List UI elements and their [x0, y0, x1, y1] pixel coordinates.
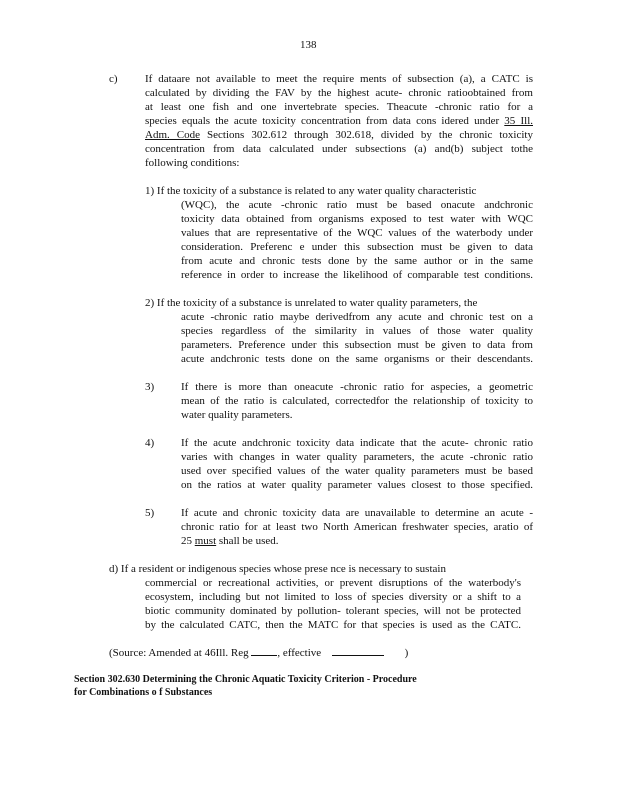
sub-5-paragraph	[181, 506, 533, 548]
item-d-first: If a resident or indigenous species whose prese nce is necessary to sustain	[120, 563, 446, 575]
citation-ref: Adm. Code	[145, 129, 200, 141]
sub-2-first: If the toxicity of a substance is unrelated to water quality parameters, the	[156, 297, 478, 309]
item-c-line: Sections 302.612 through 302.618, divided by the chronic toxicity	[207, 129, 533, 141]
item-d-line: commercial or recreational activities, or prevent disruptions of the waterbody's	[145, 577, 521, 589]
sub-1-label: 1)	[145, 185, 155, 197]
item-d-first-line	[109, 562, 521, 576]
sub-4-line: used over specified values of the water quality parameters must be based	[181, 465, 533, 477]
sub-5-line: chronic ratio for at least two North American freshwater species, aratio of	[181, 521, 533, 533]
sub-3-paragraph	[181, 380, 533, 422]
sub-5-line: If acute and chronic toxicity data are unavailable to determine an acute -	[181, 507, 533, 519]
sub-3-line: mean of the ratio is calculated, correctedfor the relationship of toxicity to	[181, 395, 533, 407]
sub-2-line: acute -chronic ratio maybe derivedfrom any acute and chronic test on a	[181, 311, 533, 323]
sub-3-line: If there is more than oneacute -chronic ratio for aspecies, a geometric	[181, 381, 533, 393]
sub-1-line: consideration. Preferenc e under this subsection must be given to data	[181, 241, 533, 253]
citation-ref: 35 Ill.	[504, 115, 533, 127]
sub-5-label: 5)	[145, 507, 155, 519]
sub-1-first-line	[145, 184, 533, 198]
item-d-paragraph	[145, 576, 521, 632]
sub-4-line: varies with changes in water quality parameters, the acute -chronic ratio	[181, 451, 533, 463]
sub-2-line: parameters. Preference under this subsection must be given to data from	[181, 339, 533, 351]
item-c-paragraph	[145, 72, 533, 170]
sub-1-line: (WQC), the acute -chronic ratio must be based onacute andchronic	[181, 199, 533, 211]
item-c-line: at least one fish and one invertebrate species. Theacute -chronic ratio for a	[145, 101, 533, 113]
section-heading-line: for Combinations o f Substances	[74, 687, 213, 698]
sub-1-first: If the toxicity of a substance is related to any water quality characteristic	[156, 185, 477, 197]
sub-4-label: 4)	[145, 437, 155, 449]
page-number: 138	[300, 39, 317, 51]
sub-2-line: acute andchronic tests done on the same organisms or their descendants.	[181, 353, 533, 365]
source-text: (Source: Amended at 46Ill. Reg	[109, 647, 249, 659]
sub-5-line: shall be used.	[216, 535, 279, 547]
item-c-line: calculated by dividing the FAV by the highest acute- chronic ratioobtained from	[145, 87, 533, 99]
source-close: )	[404, 647, 409, 659]
section-heading	[74, 673, 417, 699]
source-effective: , effective	[277, 647, 322, 659]
item-c-line: species equals the acute toxicity concentration from data cons idered under	[145, 115, 505, 127]
blank-effective-date	[332, 645, 384, 656]
sub-5-line: 25	[181, 535, 195, 547]
sub-4-paragraph	[181, 436, 533, 492]
sub-1-line: values that are representative of the WQC values of the waterbody under	[181, 227, 533, 239]
item-c-line: If dataare not available to meet the require ments of subsection (a), a CATC is	[145, 73, 533, 85]
sub-4-line: on the ratios at water quality parameter values closest to those specified.	[181, 479, 533, 491]
sub-4-line: If the acute andchronic toxicity data indicate that the acute- chronic ratio	[181, 437, 533, 449]
source-note	[109, 645, 408, 660]
item-c-line-with-ref	[145, 128, 533, 142]
item-c-line: concentration from data calculated under subsections (a) and(b) subject tothe	[145, 143, 533, 155]
item-c-line-with-ref	[145, 114, 533, 128]
sub-1-paragraph	[181, 198, 533, 282]
item-c-label: c)	[109, 73, 118, 85]
item-c-line: following conditions:	[145, 157, 240, 169]
item-d-line: by the calculated CATC, then the MATC for that species is used as the CATC.	[145, 619, 521, 631]
sub-1-line: from acute and chronic tests done by the same author or in the same	[181, 255, 533, 267]
sub-1-line: reference in order to increase the likelihood of comparable test conditions.	[181, 269, 533, 281]
sub-3-line: water quality parameters.	[181, 409, 293, 421]
sub-2-first-line	[145, 296, 533, 310]
section-heading-line: Section 302.630 Determining the Chronic Aquatic Toxicity Criterion - Procedure	[74, 674, 417, 685]
sub-5-line-with-emphasis	[181, 534, 533, 548]
sub-1-line: toxicity data obtained from organisms exposed to test water with WQC	[181, 213, 533, 225]
sub-2-paragraph	[181, 310, 533, 366]
sub-3-label: 3)	[145, 381, 155, 393]
item-d-label: d)	[109, 563, 119, 575]
sub-2-label: 2)	[145, 297, 155, 309]
item-d-line: biotic community dominated by pollution- tolerant species, will not be protected	[145, 605, 521, 617]
emphasis-must: must	[194, 535, 217, 547]
sub-2-line: species regardless of the similarity in values of those water quality	[181, 325, 533, 337]
blank-volume	[251, 645, 277, 656]
item-d-line: ecosystem, including but not limited to loss of species diversity or a shift to a	[145, 591, 521, 603]
